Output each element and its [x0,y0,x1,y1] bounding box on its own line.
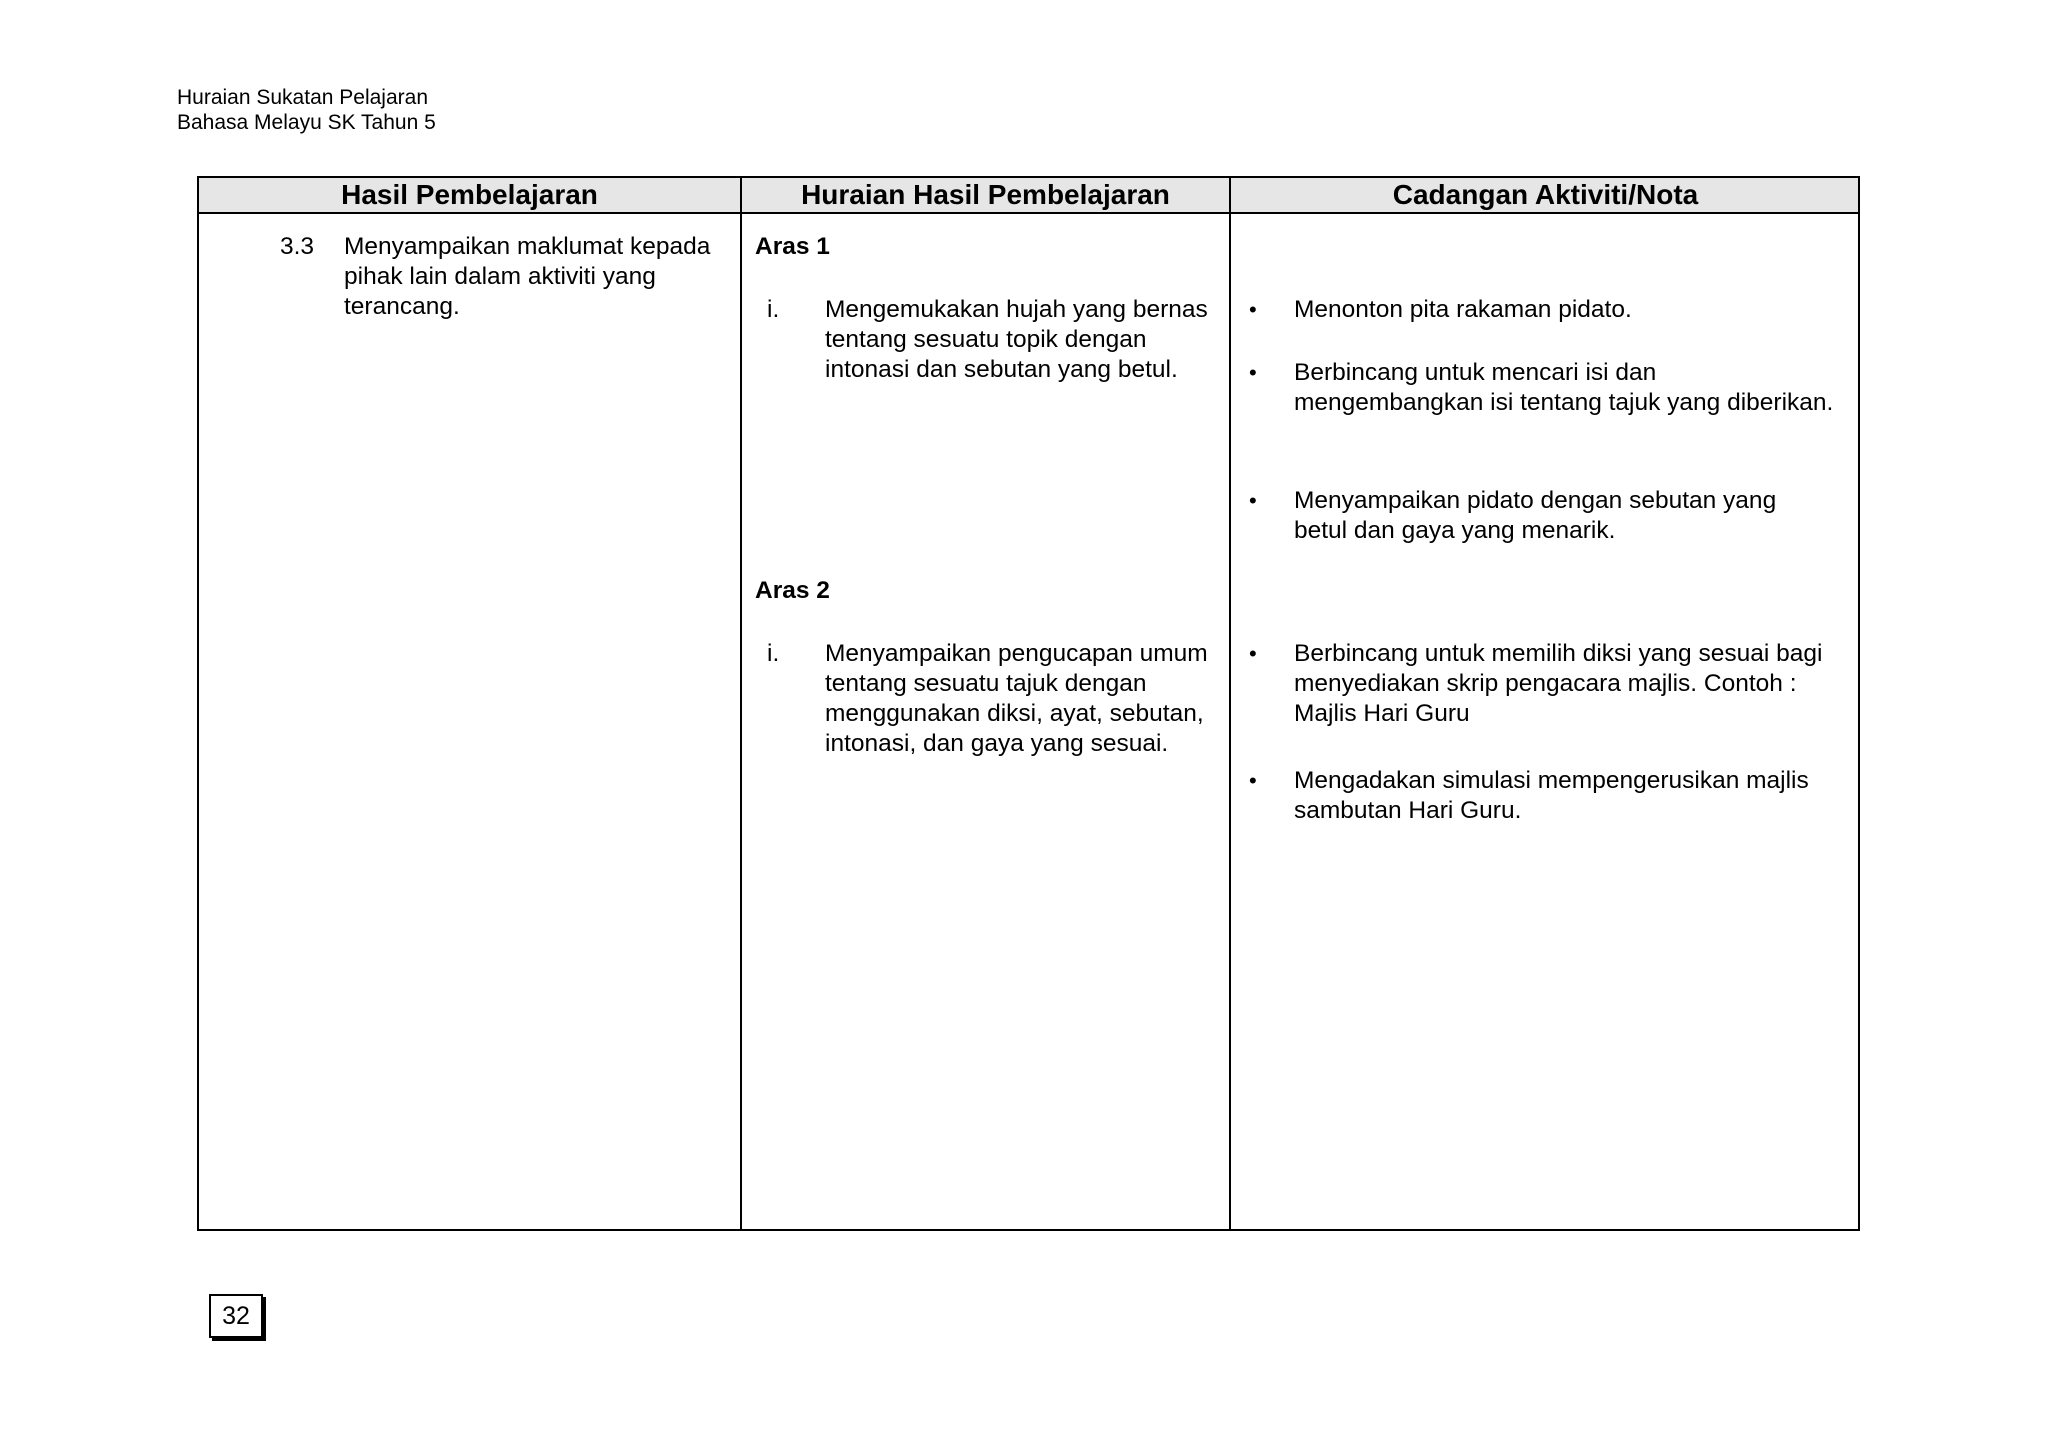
bullet-icon: • [1249,297,1257,322]
activity-item: Berbincang untuk memilih diksi yang sesuai bagi menyediakan skrip pengacara majlis. Contoh : Majlis Hari Guru [1294,640,1823,727]
syllabus-table [197,176,1860,1231]
bullet-icon: • [1249,360,1257,385]
list-marker: i. [767,296,780,323]
activity-item: Menyampaikan pidato dengan sebutan yang betul dan gaya yang menarik. [1294,487,1777,544]
level-label: Aras 1 [755,233,830,260]
bullet-icon: • [1249,768,1257,793]
activity-item: Berbincang untuk mencari isi dan mengembangkan isi tentang tajuk yang diberikan. [1294,359,1834,416]
level-label: Aras 2 [755,577,830,604]
table-header-row [199,178,1858,214]
document-header-title: Huraian Sukatan Pelajaran [177,86,428,109]
outcome-text: Menyampaikan maklumat kepada pihak lain dalam aktiviti yang terancang. [344,233,711,320]
page-number: 32 [209,1294,263,1338]
activity-item: Menonton pita rakaman pidato. [1294,296,1632,323]
outcome-number: 3.3 [280,233,315,260]
column-header-cadangan: Cadangan Aktiviti/Nota [1392,179,1699,210]
level-description: Menyampaikan pengucapan umum tentang sesuatu tajuk dengan menggunakan diksi, ayat, sebutan, intonasi, dan gaya yang sesuai. [825,640,1208,757]
column-divider [740,178,742,1229]
activity-item: Mengadakan simulasi mempengerusikan majlis sambutan Hari Guru. [1294,767,1809,824]
column-divider [1229,178,1231,1229]
list-marker: i. [767,640,780,667]
column-header-huraian: Huraian Hasil Pembelajaran [801,179,1170,210]
level-description: Mengemukakan hujah yang bernas tentang sesuatu topik dengan intonasi dan sebutan yang betul. [825,296,1208,383]
bullet-icon: • [1249,641,1257,666]
document-header-subtitle: Bahasa Melayu SK Tahun 5 [177,111,436,134]
column-header-hasil: Hasil Pembelajaran [341,179,598,210]
bullet-icon: • [1249,488,1257,513]
